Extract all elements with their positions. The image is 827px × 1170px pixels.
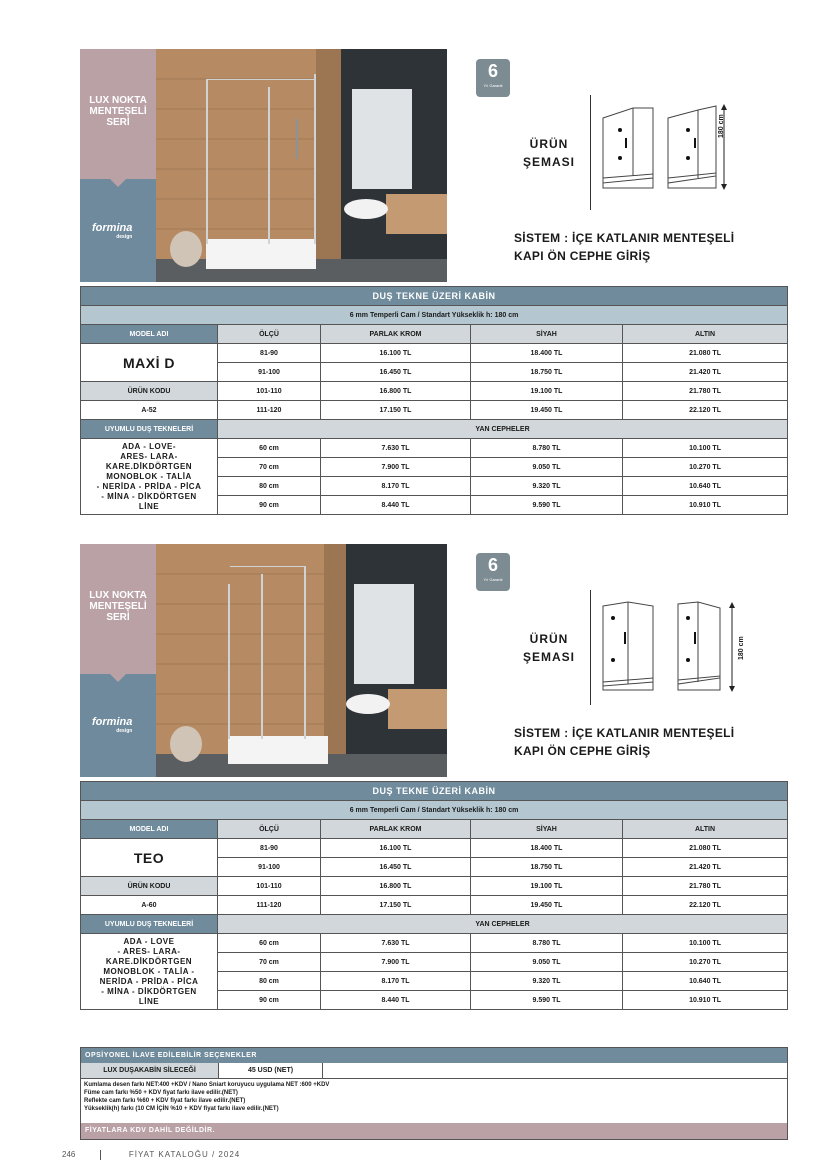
table-row	[81, 896, 788, 915]
compatible-trays: ADA - LOVE - ARES- LARA- KARE.DİKDÖRTGEN MONOBLOK - TALİA - NERİDA - PRİDA - PİCA - MİNA - DİKDÖRTGEN LİNE	[81, 934, 218, 1010]
gold-price: 10.100 TL	[623, 439, 788, 458]
black-price: 19.450 TL	[471, 401, 623, 420]
chrome-price: 17.150 TL	[321, 896, 471, 915]
schema-divider	[590, 590, 591, 705]
system-description: SİSTEM : İÇE KATLANIR MENTEŞELİ KAPI ÖN CEPHE GİRİŞ	[514, 726, 735, 758]
warranty-badge: 6 Yıl Garanti	[476, 59, 510, 97]
table-row	[81, 839, 788, 858]
model-name: MAXİ D	[81, 344, 218, 382]
chrome-price: 16.450 TL	[321, 363, 471, 382]
black-price: 8.780 TL	[471, 439, 623, 458]
dimension-label: 180 cm	[738, 636, 745, 660]
chrome-price: 17.150 TL	[321, 401, 471, 420]
chrome-price: 16.450 TL	[321, 858, 471, 877]
black-price: 18.400 TL	[471, 344, 623, 363]
table-title: DUŞ TEKNE ÜZERİ KABİN	[81, 782, 788, 801]
shower-schema-diagram	[598, 598, 748, 696]
product-schema-label: ÜRÜN ŞEMASI	[522, 632, 575, 664]
gold-price: 10.910 TL	[623, 991, 788, 1010]
chrome-price: 8.170 TL	[321, 477, 471, 496]
warranty-badge: 6 Yıl Garanti	[476, 553, 510, 591]
black-price: 9.050 TL	[471, 953, 623, 972]
table-row	[81, 439, 788, 458]
price-table	[80, 286, 788, 515]
size-cell: 90 cm	[218, 991, 321, 1010]
chrome-price: 7.900 TL	[321, 458, 471, 477]
series-promo-banner	[80, 49, 156, 179]
header-chrome: PARLAK KROM	[321, 820, 471, 839]
compatible-trays: ADA - LOVE- ARES- LARA- KARE.DİKDÖRTGEN MONOBLOK - TALİA - NERİDA - PRİDA - PİCA - MİNA - DİKDÖRTGEN LİNE	[81, 439, 218, 515]
product-photo	[156, 544, 447, 777]
size-cell: 101-110	[218, 382, 321, 401]
table-subtitle: 6 mm Temperli Cam / Standart Yükseklik h: 180 cm	[81, 801, 788, 820]
dimension-label: 180 cm	[718, 114, 725, 138]
header-gold: ALTIN	[623, 325, 788, 344]
black-price: 9.320 TL	[471, 972, 623, 991]
series-promo-banner	[80, 544, 156, 674]
brand-logo: formina design	[92, 716, 133, 734]
size-cell: 60 cm	[218, 439, 321, 458]
product-photo	[156, 49, 447, 282]
black-price: 19.450 TL	[471, 896, 623, 915]
black-price: 9.320 TL	[471, 477, 623, 496]
chrome-price: 7.630 TL	[321, 934, 471, 953]
compat-label: UYUMLU DUŞ TEKNELERİ	[81, 420, 218, 439]
chrome-price: 16.100 TL	[321, 344, 471, 363]
gold-price: 21.780 TL	[623, 382, 788, 401]
product-code: A-52	[81, 401, 218, 420]
shower-room-illustration	[156, 544, 447, 777]
gold-price: 22.120 TL	[623, 896, 788, 915]
gold-price: 21.780 TL	[623, 877, 788, 896]
black-price: 19.100 TL	[471, 877, 623, 896]
size-cell: 101-110	[218, 877, 321, 896]
black-price: 9.590 TL	[471, 496, 623, 515]
size-cell: 91-100	[218, 858, 321, 877]
gold-price: 21.420 TL	[623, 858, 788, 877]
black-price: 18.750 TL	[471, 858, 623, 877]
header-model: MODEL ADI	[81, 820, 218, 839]
product-code-label: ÜRÜN KODU	[81, 877, 218, 896]
table-row	[81, 382, 788, 401]
table-row	[81, 344, 788, 363]
black-price: 18.750 TL	[471, 363, 623, 382]
header-chrome: PARLAK KROM	[321, 325, 471, 344]
page-number: 246	[62, 1150, 76, 1160]
chrome-price: 8.170 TL	[321, 972, 471, 991]
wiper-label: LUX DUŞAKABİN SİLECEĞİ	[81, 1063, 219, 1078]
price-table	[80, 781, 788, 1010]
gold-price: 10.910 TL	[623, 496, 788, 515]
side-panels-label: YAN CEPHELER	[218, 420, 788, 439]
page-footer	[62, 1150, 240, 1160]
model-name: TEO	[81, 839, 218, 877]
gold-price: 21.080 TL	[623, 839, 788, 858]
table-row	[81, 877, 788, 896]
side-panels-label: YAN CEPHELER	[218, 915, 788, 934]
chrome-price: 7.630 TL	[321, 439, 471, 458]
banner-chevron	[110, 674, 126, 682]
footer-divider	[100, 1150, 101, 1160]
gold-price: 21.420 TL	[623, 363, 788, 382]
gold-price: 10.270 TL	[623, 458, 788, 477]
catalog-title: FİYAT KATALOĞU / 2024	[128, 1150, 241, 1160]
gold-price: 21.080 TL	[623, 344, 788, 363]
size-cell: 80 cm	[218, 972, 321, 991]
gold-price: 10.100 TL	[623, 934, 788, 953]
optional-extras-box	[80, 1047, 788, 1140]
gold-price: 10.640 TL	[623, 972, 788, 991]
options-notes: Kumlama desen farkı NET:400 +KDV / Nano Sniart koruyucu uygulama NET :600 +KDV Füme cam farkı %50 + KDV fiyat farkı ilave edilir.(NET) Reflekte cam farkı %60 + KDV fiyat farkı ilave edilir.(NET) Yükseklik(h) farkı (10 CM İÇİN %10 + KDV fiyat farkı ilave edilir.(NET)	[84, 1082, 330, 1112]
size-cell: 81-90	[218, 839, 321, 858]
product-code-label: ÜRÜN KODU	[81, 382, 218, 401]
table-title: DUŞ TEKNE ÜZERİ KABİN	[81, 287, 788, 306]
chrome-price: 7.900 TL	[321, 953, 471, 972]
series-label: LUX NOKTA MENTEŞELİ SERİ	[89, 95, 147, 128]
table-subtitle: 6 mm Temperli Cam / Standart Yükseklik h: 180 cm	[81, 306, 788, 325]
size-cell: 70 cm	[218, 458, 321, 477]
vat-note: FİYATLARA KDV DAHİL DEĞİLDİR.	[81, 1123, 787, 1139]
size-cell: 60 cm	[218, 934, 321, 953]
table-row	[81, 401, 788, 420]
header-size: ÖLÇÜ	[218, 820, 321, 839]
size-cell: 111-120	[218, 896, 321, 915]
size-cell: 80 cm	[218, 477, 321, 496]
header-black: SİYAH	[471, 325, 623, 344]
chrome-price: 8.440 TL	[321, 991, 471, 1010]
options-title: OPSİYONEL İLAVE EDİLEBİLİR SEÇENEKLER	[81, 1048, 787, 1063]
gold-price: 10.640 TL	[623, 477, 788, 496]
gold-price: 22.120 TL	[623, 401, 788, 420]
compat-label: UYUMLU DUŞ TEKNELERİ	[81, 915, 218, 934]
table-row	[81, 934, 788, 953]
size-cell: 70 cm	[218, 953, 321, 972]
header-size: ÖLÇÜ	[218, 325, 321, 344]
black-price: 18.400 TL	[471, 839, 623, 858]
chrome-price: 8.440 TL	[321, 496, 471, 515]
chrome-price: 16.800 TL	[321, 382, 471, 401]
system-description: SİSTEM : İÇE KATLANIR MENTEŞELİ KAPI ÖN CEPHE GİRİŞ	[514, 231, 735, 263]
size-cell: 111-120	[218, 401, 321, 420]
size-cell: 81-90	[218, 344, 321, 363]
shower-room-illustration	[156, 49, 447, 282]
header-black: SİYAH	[471, 820, 623, 839]
banner-chevron-overlay	[110, 179, 126, 187]
brand-logo: formina design	[92, 222, 133, 240]
gold-price: 10.270 TL	[623, 953, 788, 972]
product-code: A-60	[81, 896, 218, 915]
wiper-price: 45 USD (NET)	[219, 1063, 323, 1078]
size-cell: 91-100	[218, 363, 321, 382]
header-model: MODEL ADI	[81, 325, 218, 344]
black-price: 9.590 TL	[471, 991, 623, 1010]
chrome-price: 16.100 TL	[321, 839, 471, 858]
series-label: LUX NOKTA MENTEŞELİ SERİ	[89, 590, 147, 623]
size-cell: 90 cm	[218, 496, 321, 515]
options-row	[81, 1063, 787, 1079]
header-gold: ALTIN	[623, 820, 788, 839]
black-price: 8.780 TL	[471, 934, 623, 953]
product-schema-label: ÜRÜN ŞEMASI	[522, 137, 575, 169]
black-price: 9.050 TL	[471, 458, 623, 477]
chrome-price: 16.800 TL	[321, 877, 471, 896]
black-price: 19.100 TL	[471, 382, 623, 401]
schema-divider	[590, 95, 591, 210]
